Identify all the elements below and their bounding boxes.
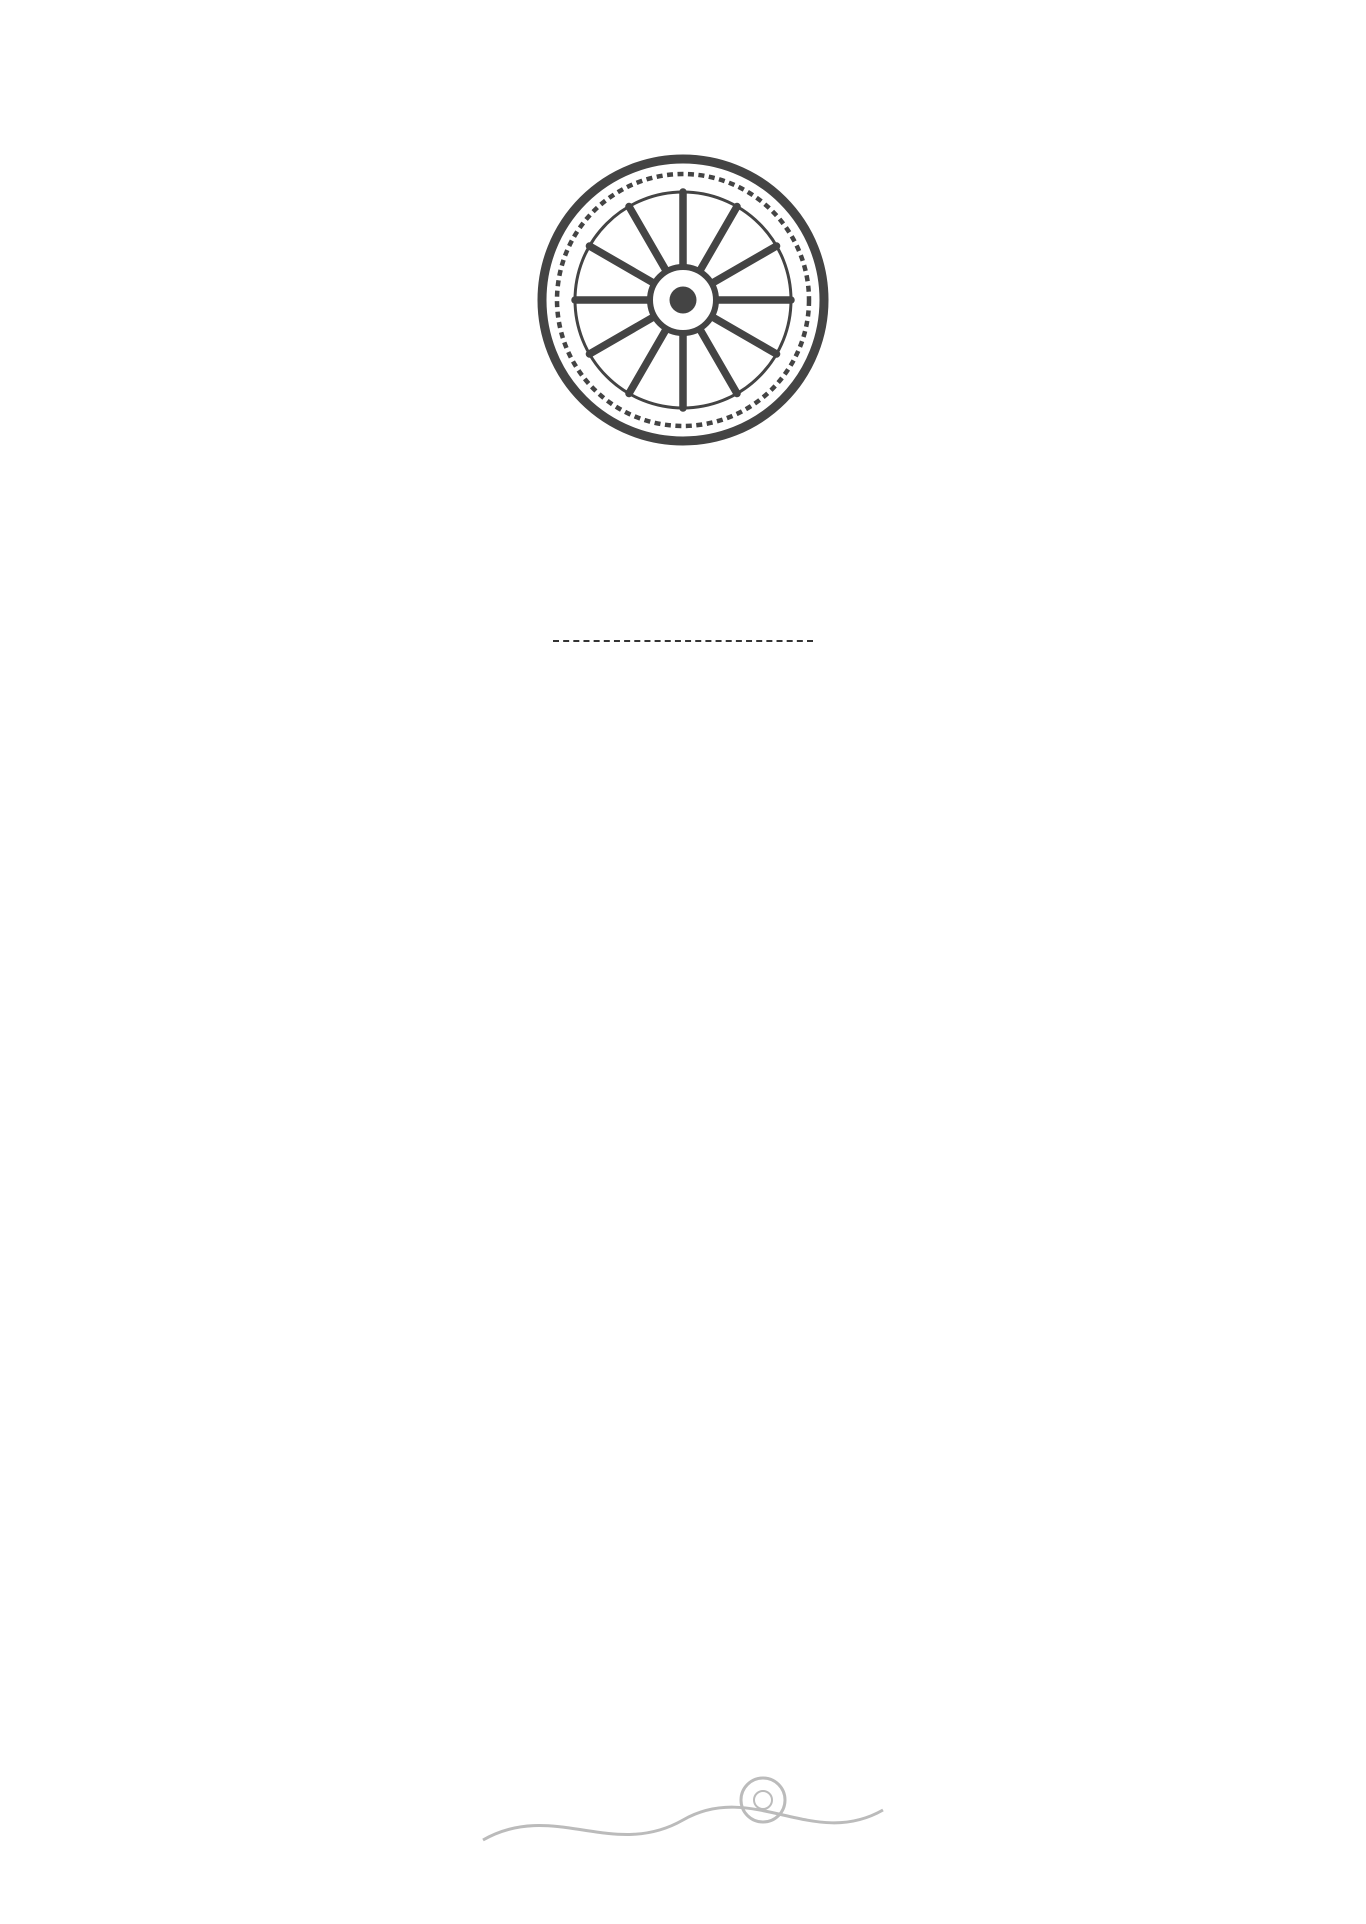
wheel-spoke bbox=[589, 317, 654, 355]
emblem-seal bbox=[533, 150, 833, 450]
dharma-wheel-icon bbox=[533, 150, 833, 450]
body-paragraph-3 bbox=[233, 784, 1213, 830]
announcement-date bbox=[293, 1500, 1193, 1540]
wheel-spoke bbox=[700, 329, 738, 394]
wheel-spoke bbox=[629, 206, 667, 271]
signer-title bbox=[433, 1662, 933, 1700]
title-line-3 bbox=[183, 574, 1183, 626]
title-line-1 bbox=[183, 470, 1183, 522]
announcement-body bbox=[233, 680, 1213, 888]
signature-block bbox=[433, 1620, 933, 1700]
wheel-spoke bbox=[712, 317, 777, 355]
footer-text bbox=[463, 1796, 903, 1832]
wheel-spoke bbox=[712, 246, 777, 284]
title-block bbox=[183, 470, 1183, 626]
body-paragraph-2 bbox=[233, 732, 1213, 778]
page-footer bbox=[463, 1760, 903, 1870]
wheel-spoke bbox=[589, 246, 654, 284]
wheel-spoke bbox=[700, 206, 738, 271]
body-paragraph-4 bbox=[233, 836, 1213, 882]
title-line-2 bbox=[183, 522, 1183, 574]
title-divider bbox=[553, 640, 813, 642]
signer-name bbox=[433, 1620, 933, 1662]
body-paragraph-1 bbox=[233, 680, 1213, 726]
wheel-spoke bbox=[629, 329, 667, 394]
